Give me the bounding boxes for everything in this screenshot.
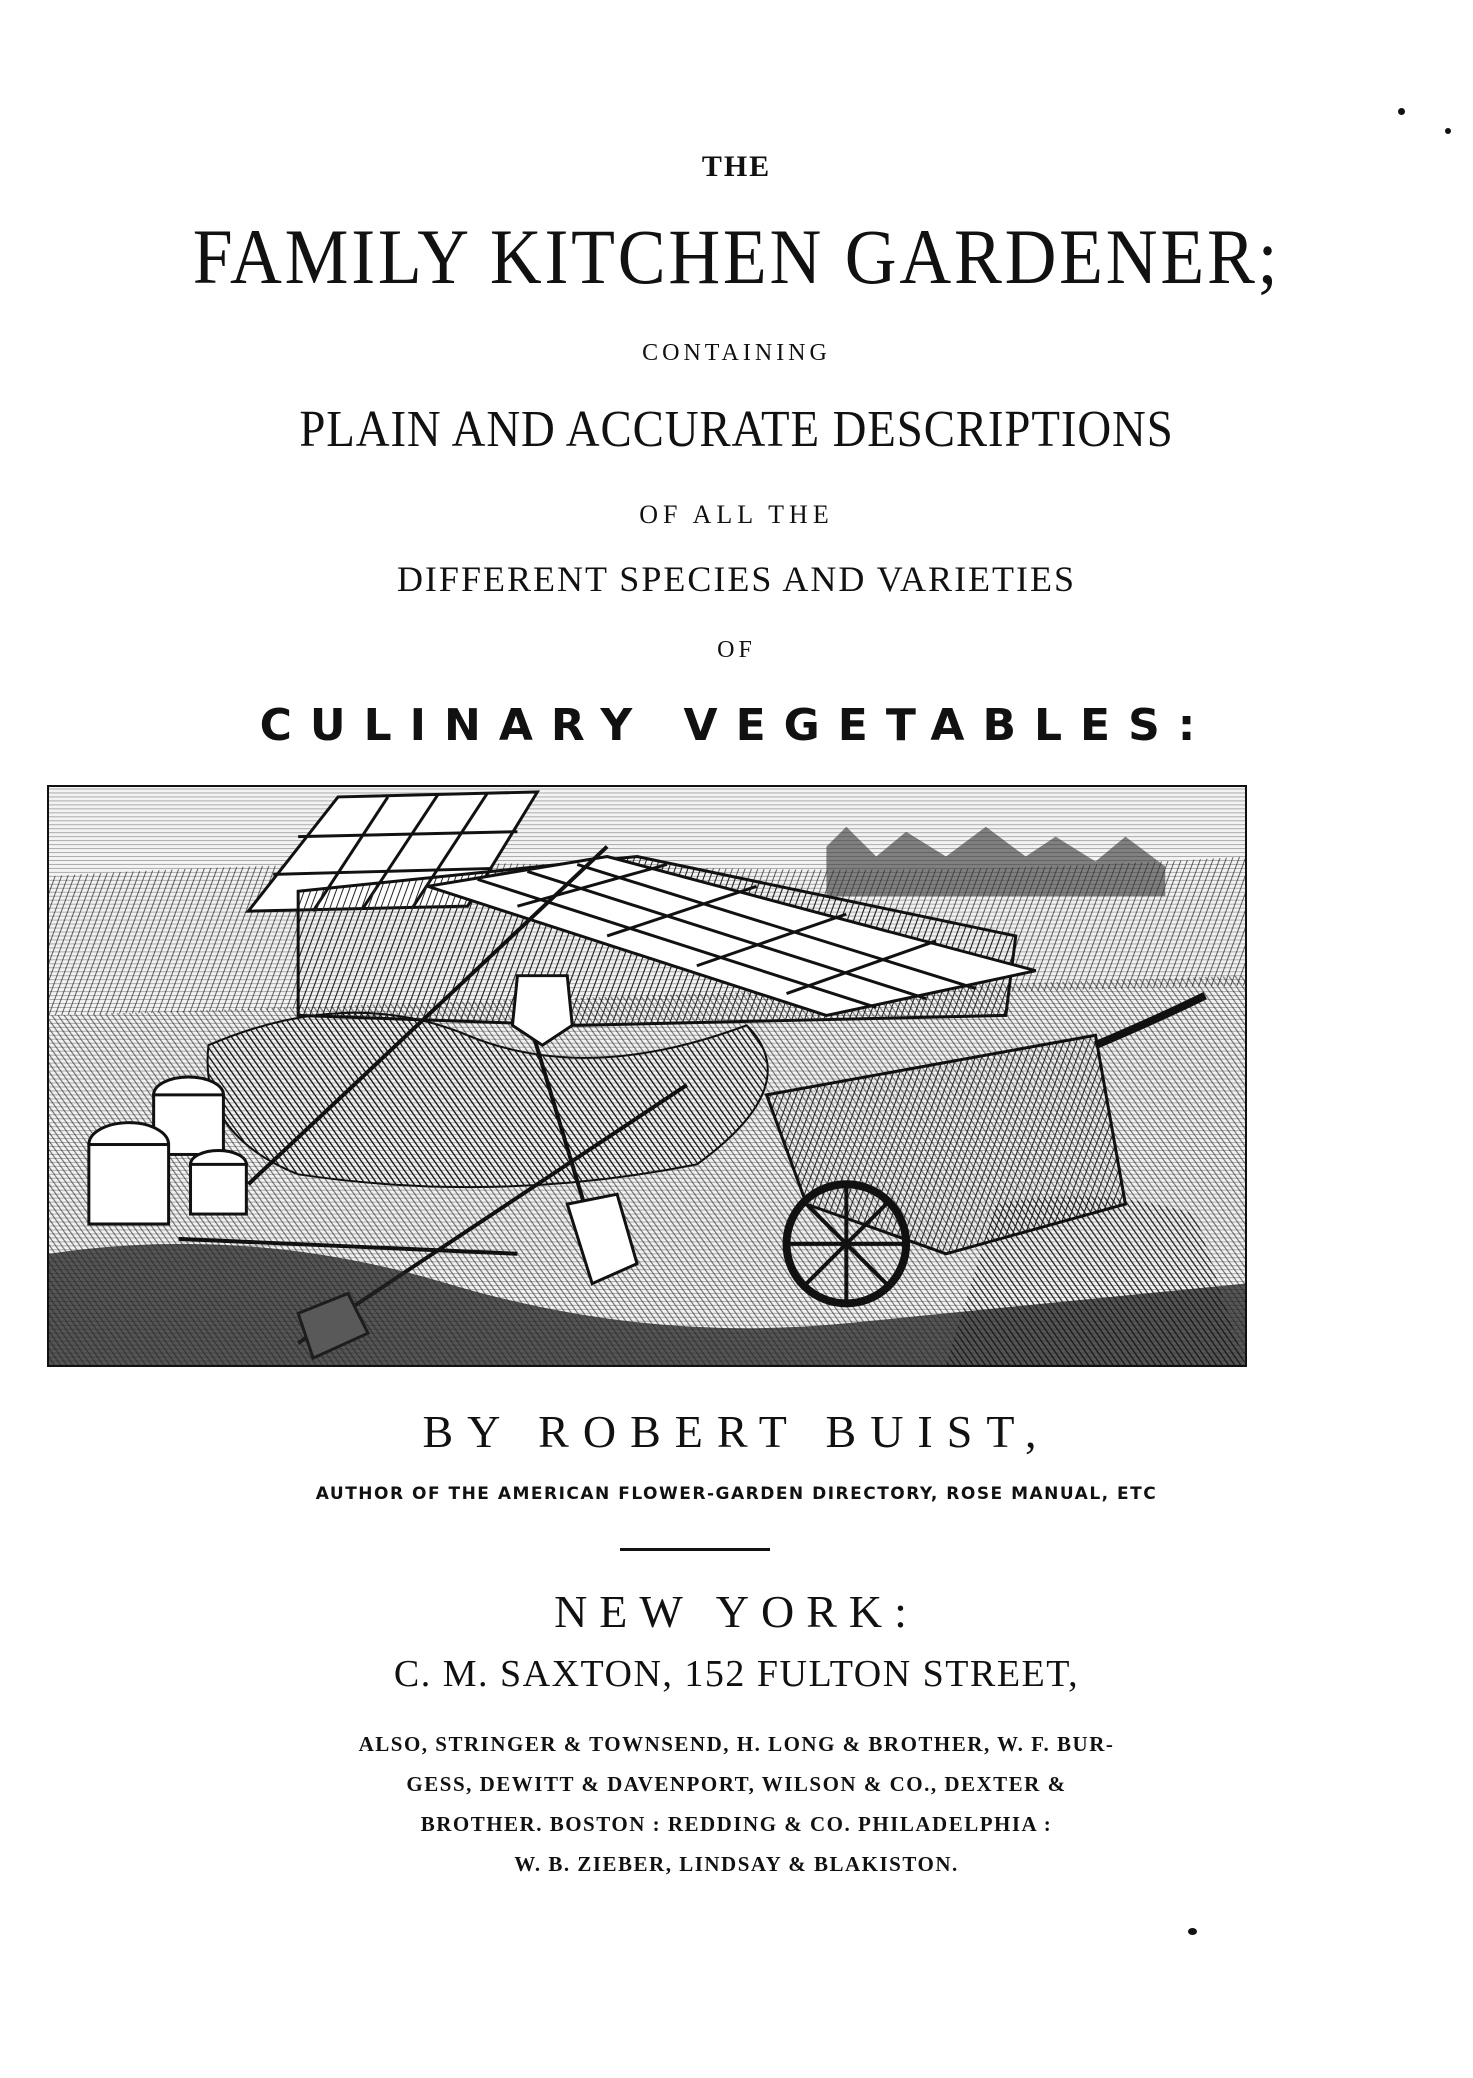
author-note: AUTHOR OF THE AMERICAN FLOWER-GARDEN DIRECTORY, ROSE MANUAL, ETC [315, 1484, 1158, 1504]
imprint-city: NEW YORK: [554, 1586, 919, 1637]
agents-block [0, 1724, 1473, 1884]
divider-rule [620, 1548, 770, 1551]
book-title: FAMILY KITCHEN GARDENER; [192, 213, 1281, 300]
subtitle-of: OF [717, 637, 756, 663]
subtitle-containing: CONTAINING [642, 340, 831, 366]
agents-line-3: BROTHER. BOSTON : REDDING & CO. PHILADELPHIA : [420, 1812, 1053, 1836]
ink-speck [1188, 1928, 1197, 1935]
garden-tools-illustration [47, 785, 1247, 1367]
title-the: THE [701, 150, 772, 183]
subtitle-of-all-the: OF ALL THE [639, 500, 834, 529]
subtitle-different: DIFFERENT SPECIES AND VARIETIES [396, 559, 1077, 599]
agents-line-1: ALSO, STRINGER & TOWNSEND, H. LONG & BROTHER, W. F. BUR- [358, 1732, 1115, 1756]
subtitle-plain: PLAIN AND ACCURATE DESCRIPTIONS [299, 401, 1174, 458]
subtitle-culinary: CULINARY VEGETABLES: [259, 700, 1214, 751]
publisher-line: C. M. SAXTON, 152 FULTON STREET, [393, 1653, 1080, 1695]
ink-speck [1398, 108, 1405, 115]
agents-line-2: GESS, DEWITT & DAVENPORT, WILSON & CO., DEXTER & [406, 1772, 1067, 1796]
ink-speck [1445, 128, 1451, 134]
byline: BY ROBERT BUIST, [422, 1406, 1051, 1457]
agents-line-4: W. B. ZIEBER, LINDSAY & BLAKISTON. [514, 1852, 959, 1876]
